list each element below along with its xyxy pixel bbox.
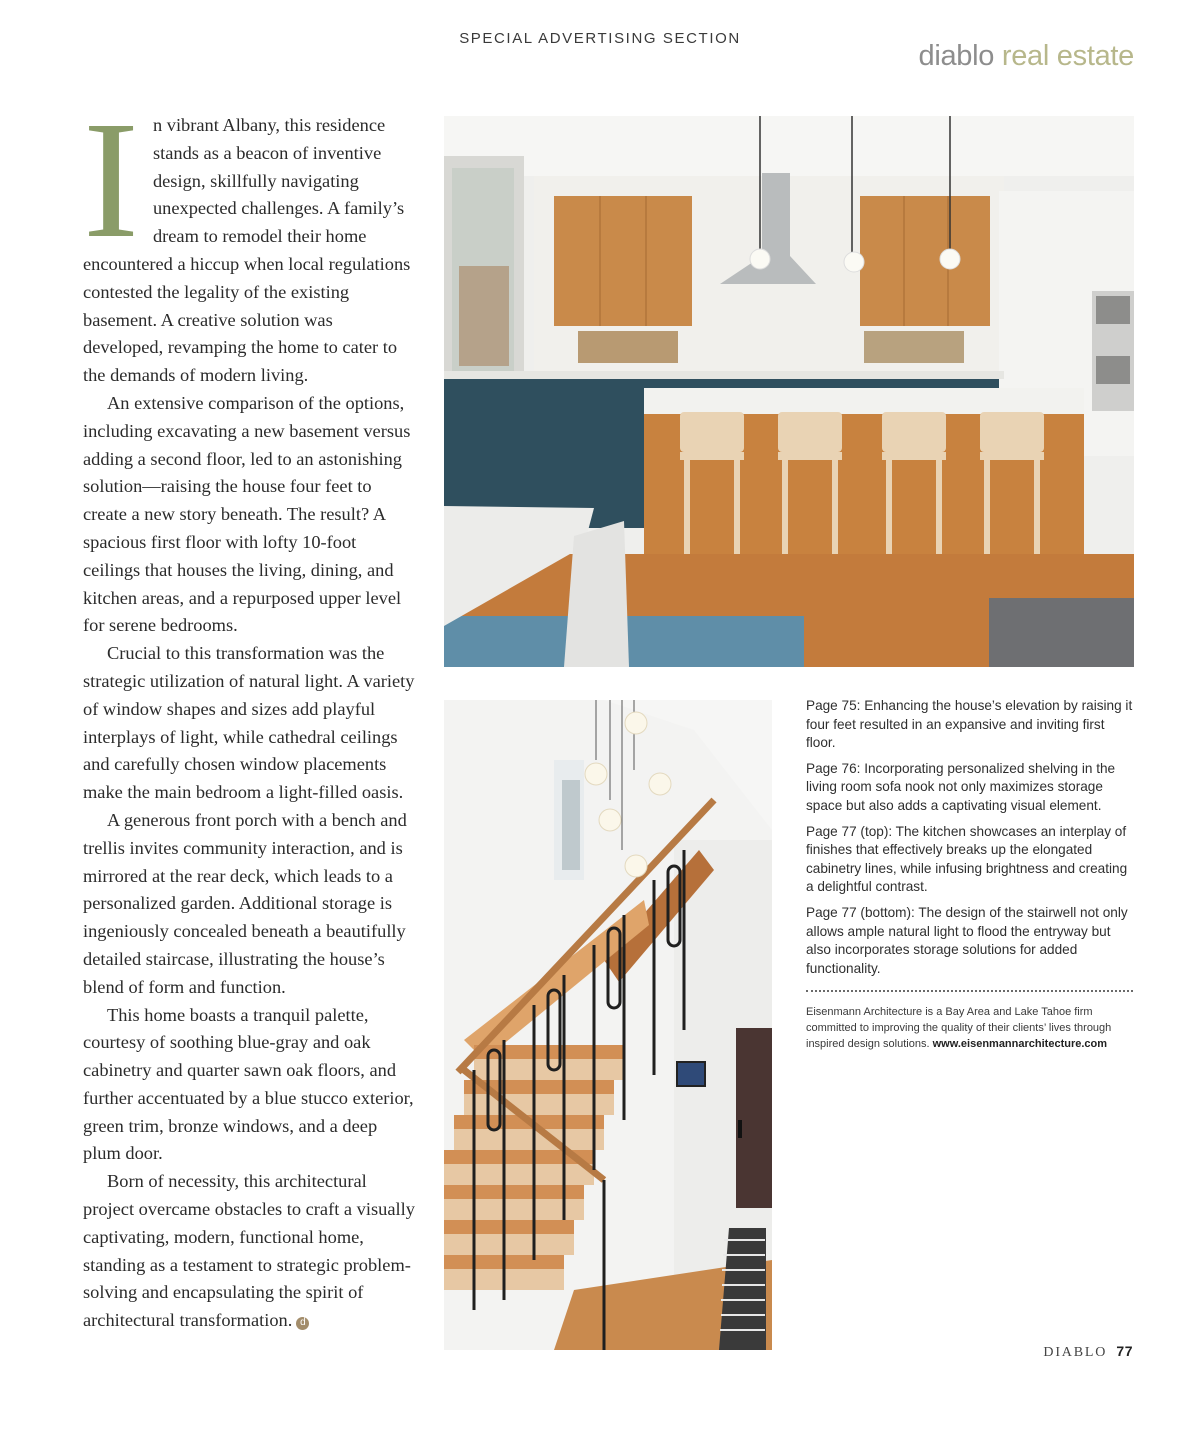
caption-page-77-top: Page 77 (top): The kitchen showcases an interplay of finishes that effectively breaks up the elongated cabinetry lines, while infusing brightness and creating a delightful contrast. [806, 823, 1128, 895]
architect-credit [806, 1004, 1136, 1052]
paragraph-1-text: n vibrant Albany, this residence stands as a beacon of inventive design, skillfully navigating unexpected challenges. A family’s dream to remodel their home encountered a hiccup when local regulations contested the legality of the existing basement. A creative solution was developed, revamping the home to cater to the demands of modern living. [83, 115, 411, 386]
caption-page-77-bottom: Page 77 (bottom): The design of the stairwell not only allows ample natural light to flood the entryway but also incorporates storage solutions for added functionality. [806, 904, 1128, 976]
staircase-photo [444, 700, 772, 1350]
caption-page-75: Page 75: Enhancing the house’s elevation by raising it four feet resulted in an expansive and inviting first floor. [806, 698, 1133, 751]
brand-word-real-estate: real estate [1001, 40, 1134, 72]
photo-captions [806, 697, 1136, 1052]
article-paragraph-1 [83, 87, 415, 390]
caption-page-76: Page 76: Incorporating personalized shelving in the living room sofa nook not only maximizes storage space but also adds a captivating visual element. [806, 760, 1116, 813]
kitchen-photo [444, 116, 1134, 667]
article-paragraph-2: An extensive comparison of the options, including excavating a new basement versus adding a second floor, led to an astonishing solution—raising the house four feet to create a new story beneath. The result? A spacious first floor with lofty 10-foot ceilings that houses the living, dining, and kitchen areas, and a repurposed upper level for serene bedrooms. [83, 392, 411, 636]
brand-word-diablo: diablo [918, 40, 995, 72]
section-label: SPECIAL ADVERTISING SECTION [459, 30, 741, 47]
page-folio [1043, 1343, 1133, 1361]
folio-magazine: DIABLO [1043, 1345, 1108, 1360]
article-paragraph-4: A generous front porch with a bench and trellis invites community interaction, and is mirrored at the rear deck, which leads to a personalized garden. Additional storage is ingeniously concealed beneath a beautifully detailed staircase, illustrating the house’s blend of form and function. [83, 809, 407, 997]
credit-url: www.eisenmannarchitecture.com [932, 1038, 1108, 1051]
drop-cap: I [83, 87, 139, 273]
brand-logo [919, 40, 1135, 73]
dotted-divider [806, 990, 1133, 992]
paragraph-6-text: Born of necessity, this architectural project overcame obstacles to craft a visually captivating, modern, functional home, standing as a testament to strategic problem-solving and encapsulating the spirit of architectural transformation. [83, 1171, 415, 1331]
end-mark-icon: d [296, 1317, 309, 1330]
page-number: 77 [1116, 1343, 1133, 1359]
article-paragraph-5: This home boasts a tranquil palette, courtesy of soothing blue-gray and oak cabinetry and quarter sawn oak floors, and further accentuated by a blue stucco exterior, green trim, bronze windows, and a deep plum door. [83, 1004, 414, 1164]
article-paragraph-6 [83, 1168, 415, 1335]
credit-text: Eisenmann Architecture is a Bay Area and Lake Tahoe firm committed to improving the quality of their clients’ lives through inspired design solutions. [806, 1006, 1112, 1051]
article-paragraph-3: Crucial to this transformation was the strategic utilization of natural light. A variety of window shapes and sizes add playful interplays of light, while cathedral ceilings and carefully chosen window placements make the main bedroom a light-filled oasis. [83, 643, 415, 803]
article-body [83, 87, 415, 1335]
